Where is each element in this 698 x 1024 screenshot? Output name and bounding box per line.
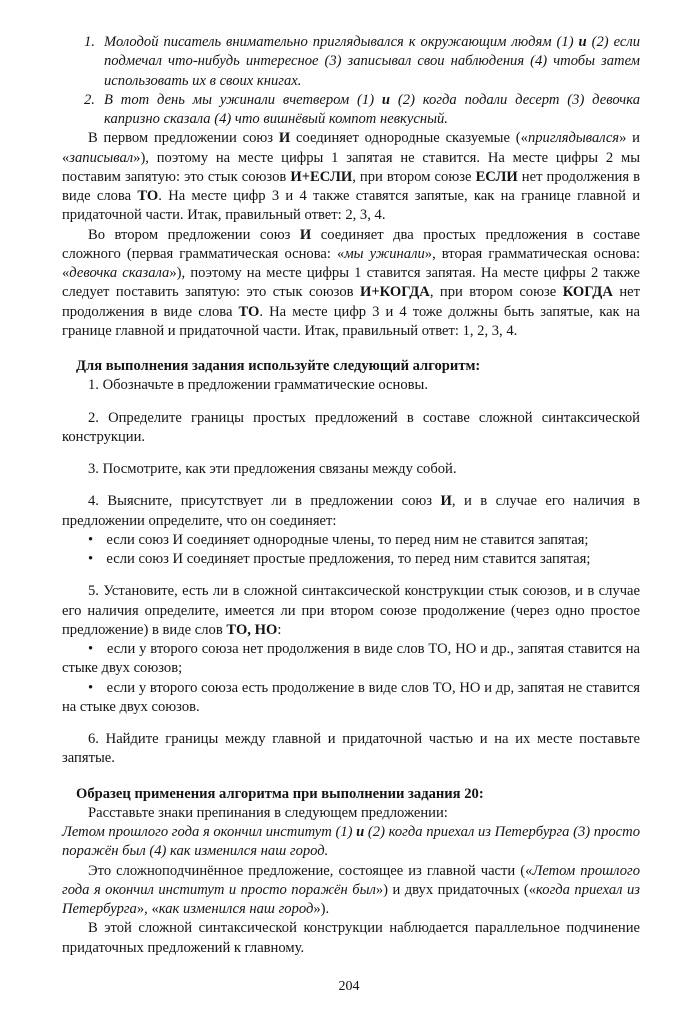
text-segment: , при втором союзе	[429, 284, 563, 301]
text-segment: нет продолжения в виде слова	[62, 284, 641, 320]
text-segment: 6. Найдите границы между главной и придаточной частью и на их месте поставьте запятые.	[62, 731, 640, 767]
document-content	[62, 33, 640, 958]
section-heading	[62, 357, 640, 376]
bullet-icon: •	[88, 531, 107, 548]
text-segment: . На месте цифр 3 и 4 также ставятся запятые, как на границе главной и придаточной части. Итак, правильный ответ: 2, 3, 4.	[62, 188, 641, 224]
item-number: 2.	[84, 91, 95, 108]
bullet-item	[62, 640, 640, 679]
text-segment: если союз И соединяет однородные члены, то перед ним не ставится запятая;	[106, 531, 589, 548]
text-segment: В первом предложении союз	[88, 130, 279, 147]
text-segment: 4. Выясните, присутствует ли в предложении союз	[88, 493, 441, 510]
text-segment: (2) когда приехал из Петербурга (3) просто поражён был (4) как изменился наш город.	[62, 824, 640, 860]
text-segment: »).	[313, 901, 330, 917]
text-segment: В этой сложной синтаксической конструкции наблюдается параллельное подчинение придаточных предложений к главному.	[62, 920, 640, 956]
text-segment: как изменился наш город	[158, 901, 314, 917]
text-segment: и	[578, 34, 587, 50]
text-segment: 1. Обозначьте в предложении грамматические основы.	[88, 377, 428, 394]
bullet-item	[62, 550, 640, 569]
text-segment: Это сложноподчинённое предложение, состоящее из главной части («	[88, 862, 533, 879]
algorithm-step	[62, 460, 640, 479]
text-segment: если союз И соединяет простые предложения, то перед ним ставится запятая;	[106, 551, 591, 567]
text-segment: 3. Посмотрите, как эти предложения связаны между собой.	[88, 461, 457, 477]
bullet-icon: •	[88, 679, 107, 696]
bullet-icon: •	[88, 551, 107, 567]
text-segment: В тот день мы ужинали вчетвером (1)	[104, 91, 382, 108]
text-segment: когда приехал из Петербурга	[62, 881, 640, 917]
text-segment: (2) когда подали десерт (3) девочка капризно сказала (4) что вишнёвый компот невкусный.	[104, 91, 640, 127]
text-segment: нет продолжения в виде слова	[62, 168, 640, 204]
text-segment: если у второго союза есть продолжение в виде слов ТО, НО и др, запятая не ставится на стыке двух союзов.	[62, 679, 640, 715]
text-segment: :	[277, 621, 282, 638]
algorithm-step	[62, 582, 640, 640]
text-segment: КОГДА	[562, 284, 613, 301]
text-segment: (2) если подмечал что-нибудь интересное (3) записывал свои наблюдения (4) чтобы затем использовать их в своих книгах.	[104, 34, 640, 89]
algorithm-step	[62, 376, 640, 395]
text-segment: ТО, НО	[226, 621, 278, 638]
paragraph	[62, 862, 640, 920]
text-segment: », вторая грамматическая основа: «	[62, 245, 641, 281]
text-segment: , и в случае его наличия в предложении определите, что он соединяет:	[62, 493, 640, 529]
text-segment: приглядывался	[527, 130, 620, 147]
text-segment: Расставьте знаки препинания в следующем предложении:	[88, 804, 448, 821]
text-segment: И+КОГДА	[359, 284, 430, 301]
algorithm-step	[62, 492, 640, 531]
bullet-icon: •	[88, 641, 107, 657]
text-segment: ТО	[238, 303, 260, 320]
page-number: 204	[338, 978, 360, 994]
text-segment: »), поэтому на месте цифры 1 ставится запятая. На месте цифры 2 также следует поставить запятую: это стык союзов	[62, 265, 640, 301]
paragraph	[62, 919, 640, 958]
algorithm-step	[62, 730, 640, 769]
text-segment: Во втором предложении союз	[88, 226, 300, 243]
text-segment: ТО	[137, 188, 159, 204]
text-segment: И	[299, 226, 312, 243]
text-segment: 5. Установите, есть ли в сложной синтаксической конструкции стык союзов, и в случае его наличия определите, имеется ли при втором союзе продолжение (через одно простое предложение) в виде слов	[62, 583, 640, 638]
text-segment: соединяет два простых предложения в составе сложного (первая грамматическая основа: «	[62, 226, 640, 262]
example-item	[62, 91, 640, 130]
text-segment: соединяет однородные сказуемые («	[290, 130, 528, 147]
text-segment: Летом прошлого года я окончил институт и просто поражён был	[62, 862, 640, 898]
text-segment: », «	[136, 901, 159, 917]
text-segment: » и «	[62, 130, 640, 166]
text-segment: 2. Определите границы простых предложений в составе сложной синтаксической конструкции.	[62, 409, 640, 445]
text-segment: Летом прошлого года я окончил институт (1)	[62, 824, 357, 840]
example-item	[62, 33, 640, 91]
text-segment: И	[440, 493, 452, 510]
text-segment: »), поэтому на месте цифры 1 запятая не ставится. На месте цифры 2 мы поставим запятую: это стык союзов	[62, 149, 640, 185]
paragraph	[62, 823, 640, 862]
text-segment: записывал	[69, 149, 134, 166]
text-segment: мы ужинали	[344, 245, 425, 262]
text-segment: Для выполнения задания используйте следующий алгоритм:	[76, 358, 481, 374]
paragraph	[62, 129, 640, 225]
text-segment: и	[356, 824, 365, 840]
text-segment: и	[381, 91, 391, 108]
item-number: 1.	[84, 34, 95, 50]
text-segment: если у второго союза нет продолжения в виде слов ТО, НО и др., запятая ставится на стыке двух союзов;	[62, 641, 641, 677]
text-segment: ЕСЛИ	[475, 168, 518, 185]
algorithm-step	[62, 409, 640, 448]
section-heading	[62, 785, 640, 804]
text-segment: И+ЕСЛИ	[290, 168, 353, 185]
bullet-item	[62, 679, 640, 718]
bullet-item	[62, 531, 640, 550]
text-segment: Молодой писатель внимательно приглядывался к окружающим людям (1)	[104, 34, 579, 50]
paragraph	[62, 226, 640, 342]
text-segment: Образец применения алгоритма при выполнении задания 20:	[76, 785, 484, 802]
text-segment: И	[278, 130, 291, 147]
text-segment: девочка сказала	[69, 265, 170, 281]
paragraph	[62, 804, 640, 823]
text-segment: . На месте цифр 3 и 4 тоже должны быть запятые, как на границе главной и придаточной части. Итак, правильный ответ: 1, 2, 3, 4.	[62, 303, 640, 339]
text-segment: ») и двух придаточных («	[375, 881, 537, 898]
text-segment: , при втором союзе	[352, 168, 476, 185]
